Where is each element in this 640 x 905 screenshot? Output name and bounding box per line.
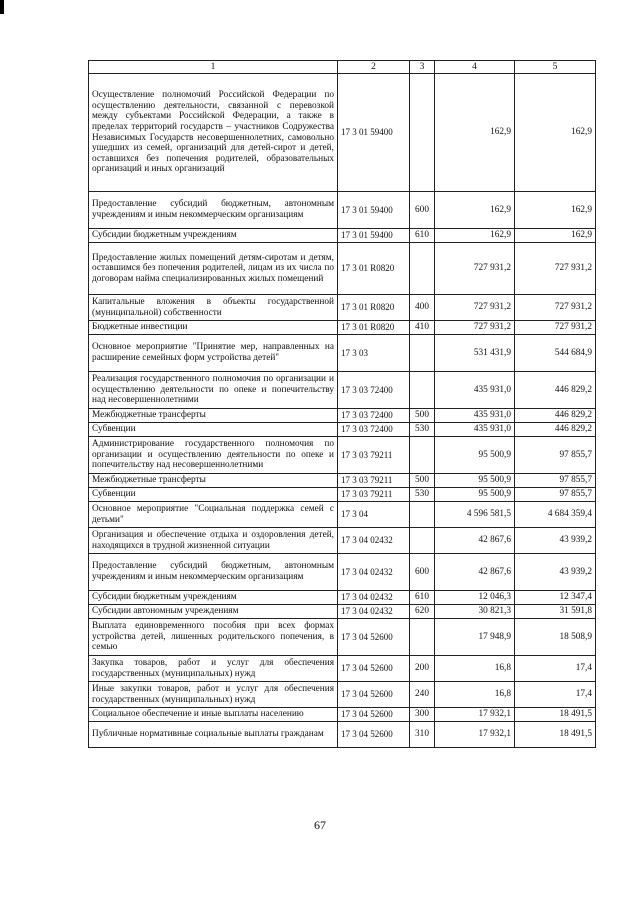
row-amount-year-1: 17 932,1 — [435, 722, 515, 748]
row-code: 17 3 01 R0820 — [338, 321, 410, 335]
budget-table — [88, 60, 596, 748]
row-amount-year-2: 31 591,8 — [515, 605, 596, 619]
row-code: 17 3 03 79211 — [338, 474, 410, 488]
row-amount-year-2: 18 491,5 — [515, 722, 596, 748]
row-amount-year-1: 531 431,9 — [435, 335, 515, 372]
table-row — [89, 229, 596, 243]
row-amount-year-2: 17,4 — [515, 682, 596, 708]
row-amount-year-2: 18 508,9 — [515, 619, 596, 656]
row-expense-type: 610 — [410, 229, 435, 243]
row-expense-type: 410 — [410, 321, 435, 335]
row-amount-year-1: 162,9 — [435, 74, 515, 192]
row-amount-year-2: 162,9 — [515, 74, 596, 192]
row-code: 17 3 04 — [338, 502, 410, 528]
row-amount-year-2: 446 829,2 — [515, 409, 596, 423]
row-code: 17 3 03 72400 — [338, 372, 410, 409]
row-name: Иные закупки товаров, работ и услуг для обеспечения государственных (муниципальных) нужд — [89, 682, 338, 708]
row-amount-year-1: 162,9 — [435, 229, 515, 243]
row-amount-year-1: 435 931,0 — [435, 372, 515, 409]
row-amount-year-1: 42 867,6 — [435, 554, 515, 591]
row-code: 17 3 01 59400 — [338, 74, 410, 192]
column-number-4: 4 — [435, 61, 515, 74]
table-row — [89, 474, 596, 488]
row-name: Основное мероприятие "Социальная поддержка семей с детьми" — [89, 502, 338, 528]
row-code: 17 3 04 52600 — [338, 619, 410, 656]
row-expense-type: 620 — [410, 605, 435, 619]
row-amount-year-1: 17 948,9 — [435, 619, 515, 656]
row-expense-type: 530 — [410, 488, 435, 502]
row-amount-year-2: 727 931,2 — [515, 243, 596, 295]
row-amount-year-2: 97 855,7 — [515, 488, 596, 502]
row-name: Субсидии бюджетным учреждениям — [89, 229, 338, 243]
table-row — [89, 591, 596, 605]
row-amount-year-2: 162,9 — [515, 192, 596, 229]
row-name: Реализация государственного полномочия по организации и осуществлению деятельности по опеке и попечительству над несовершеннолетними — [89, 372, 338, 409]
row-code: 17 3 03 79211 — [338, 437, 410, 474]
table-row — [89, 619, 596, 656]
row-amount-year-1: 42 867,6 — [435, 528, 515, 554]
row-name: Субсидии бюджетным учреждениям — [89, 591, 338, 605]
row-amount-year-1: 95 500,9 — [435, 437, 515, 474]
row-amount-year-2: 43 939,2 — [515, 554, 596, 591]
row-name: Осуществление полномочий Российской Федерации по осуществлению деятельности, связанной с перевозкой между субъектами Российской Федерации, а также в пределах территорий государств – участников Содружества Независимых Государств несовершеннолетних, самовольно ушедших из семей, организаций для детей-сирот и детей, оставшихся без попечения родителей, образовательных организаций и иных организаций — [89, 74, 338, 192]
row-amount-year-2: 43 939,2 — [515, 528, 596, 554]
table-row — [89, 423, 596, 437]
row-name: Предоставление субсидий бюджетным, автономным учреждениям и иным некоммерческим организациям — [89, 192, 338, 229]
row-amount-year-2: 18 491,5 — [515, 708, 596, 722]
column-number-2: 2 — [338, 61, 410, 74]
row-amount-year-1: 162,9 — [435, 192, 515, 229]
row-code: 17 3 01 R0820 — [338, 243, 410, 295]
column-number-row — [89, 61, 596, 74]
row-amount-year-2: 544 684,9 — [515, 335, 596, 372]
column-number-1: 1 — [89, 61, 338, 74]
row-expense-type — [410, 335, 435, 372]
column-number-5: 5 — [515, 61, 596, 74]
table-row — [89, 528, 596, 554]
row-name: Капитальные вложения в объекты государственной (муниципальной) собственности — [89, 295, 338, 321]
table-row — [89, 488, 596, 502]
row-expense-type: 610 — [410, 591, 435, 605]
row-name: Бюджетные инвестиции — [89, 321, 338, 335]
table-row — [89, 321, 596, 335]
row-amount-year-1: 727 931,2 — [435, 243, 515, 295]
row-amount-year-1: 16,8 — [435, 682, 515, 708]
row-code: 17 3 04 52600 — [338, 656, 410, 682]
budget-table-body — [89, 61, 596, 748]
row-code: 17 3 04 02432 — [338, 591, 410, 605]
table-row — [89, 243, 596, 295]
row-expense-type — [410, 74, 435, 192]
row-amount-year-1: 4 596 581,5 — [435, 502, 515, 528]
row-expense-type — [410, 243, 435, 295]
row-expense-type: 600 — [410, 554, 435, 591]
page-number: 67 — [314, 818, 326, 832]
table-row — [89, 409, 596, 423]
table-row — [89, 708, 596, 722]
row-name: Организация и обеспечение отдыха и оздоровления детей, находящихся в трудной жизненной ситуации — [89, 528, 338, 554]
row-name: Социальное обеспечение и иные выплаты населению — [89, 708, 338, 722]
row-code: 17 3 03 72400 — [338, 423, 410, 437]
table-row — [89, 682, 596, 708]
row-expense-type: 530 — [410, 423, 435, 437]
row-expense-type — [410, 372, 435, 409]
row-name: Субвенции — [89, 423, 338, 437]
row-name: Публичные нормативные социальные выплаты гражданам — [89, 722, 338, 748]
row-amount-year-2: 446 829,2 — [515, 372, 596, 409]
row-amount-year-1: 16,8 — [435, 656, 515, 682]
row-code: 17 3 03 79211 — [338, 488, 410, 502]
row-expense-type — [410, 619, 435, 656]
row-name: Межбюджетные трансферты — [89, 474, 338, 488]
row-amount-year-2: 727 931,2 — [515, 295, 596, 321]
table-row — [89, 605, 596, 619]
row-amount-year-1: 727 931,2 — [435, 321, 515, 335]
row-amount-year-1: 17 932,1 — [435, 708, 515, 722]
row-code: 17 3 01 59400 — [338, 192, 410, 229]
table-row — [89, 554, 596, 591]
row-code: 17 3 04 52600 — [338, 722, 410, 748]
row-amount-year-2: 97 855,7 — [515, 474, 596, 488]
row-amount-year-2: 727 931,2 — [515, 321, 596, 335]
row-expense-type: 240 — [410, 682, 435, 708]
row-code: 17 3 04 02432 — [338, 554, 410, 591]
row-name: Администрирование государственного полномочия по организации и осуществлению деятельности по опеке и попечительству над несовершеннолетними — [89, 437, 338, 474]
row-name: Субвенции — [89, 488, 338, 502]
row-expense-type: 500 — [410, 474, 435, 488]
row-amount-year-1: 435 931,0 — [435, 409, 515, 423]
row-expense-type: 300 — [410, 708, 435, 722]
row-amount-year-1: 30 821,3 — [435, 605, 515, 619]
row-expense-type: 310 — [410, 722, 435, 748]
row-name: Предоставление жилых помещений детям-сиротам и детям, оставшимся без попечения родителей, лицам из их числа по договорам найма специализированных жилых помещений — [89, 243, 338, 295]
table-row — [89, 722, 596, 748]
row-amount-year-2: 446 829,2 — [515, 423, 596, 437]
row-name: Выплата единовременного пособия при всех формах устройства детей, лишенных родительского попечения, в семью — [89, 619, 338, 656]
row-code: 17 3 04 02432 — [338, 528, 410, 554]
scan-corner-mark — [0, 0, 4, 14]
row-expense-type: 400 — [410, 295, 435, 321]
table-row — [89, 437, 596, 474]
table-row — [89, 74, 596, 192]
row-name: Основное мероприятие "Принятие мер, направленных на расширение семейных форм устройства детей" — [89, 335, 338, 372]
row-code: 17 3 04 52600 — [338, 682, 410, 708]
table-row — [89, 372, 596, 409]
row-name: Субсидии автономным учреждениям — [89, 605, 338, 619]
row-code: 17 3 03 72400 — [338, 409, 410, 423]
row-expense-type: 600 — [410, 192, 435, 229]
table-row — [89, 335, 596, 372]
row-name: Межбюджетные трансферты — [89, 409, 338, 423]
row-amount-year-1: 12 046,3 — [435, 591, 515, 605]
row-name: Предоставление субсидий бюджетным, автономным учреждениям и иным некоммерческим организациям — [89, 554, 338, 591]
row-amount-year-2: 17,4 — [515, 656, 596, 682]
column-number-3: 3 — [410, 61, 435, 74]
row-expense-type: 500 — [410, 409, 435, 423]
row-code: 17 3 01 59400 — [338, 229, 410, 243]
row-amount-year-1: 95 500,9 — [435, 474, 515, 488]
row-amount-year-1: 727 931,2 — [435, 295, 515, 321]
row-amount-year-2: 162,9 — [515, 229, 596, 243]
row-amount-year-1: 95 500,9 — [435, 488, 515, 502]
row-expense-type — [410, 502, 435, 528]
row-expense-type — [410, 528, 435, 554]
row-code: 17 3 04 02432 — [338, 605, 410, 619]
row-code: 17 3 01 R0820 — [338, 295, 410, 321]
row-amount-year-2: 4 684 359,4 — [515, 502, 596, 528]
row-code: 17 3 03 — [338, 335, 410, 372]
row-amount-year-2: 97 855,7 — [515, 437, 596, 474]
table-row — [89, 192, 596, 229]
table-row — [89, 295, 596, 321]
row-amount-year-1: 435 931,0 — [435, 423, 515, 437]
table-row — [89, 502, 596, 528]
row-name: Закупка товаров, работ и услуг для обеспечения государственных (муниципальных) нужд — [89, 656, 338, 682]
table-row — [89, 656, 596, 682]
row-expense-type: 200 — [410, 656, 435, 682]
row-amount-year-2: 12 347,4 — [515, 591, 596, 605]
row-code: 17 3 04 52600 — [338, 708, 410, 722]
row-expense-type — [410, 437, 435, 474]
